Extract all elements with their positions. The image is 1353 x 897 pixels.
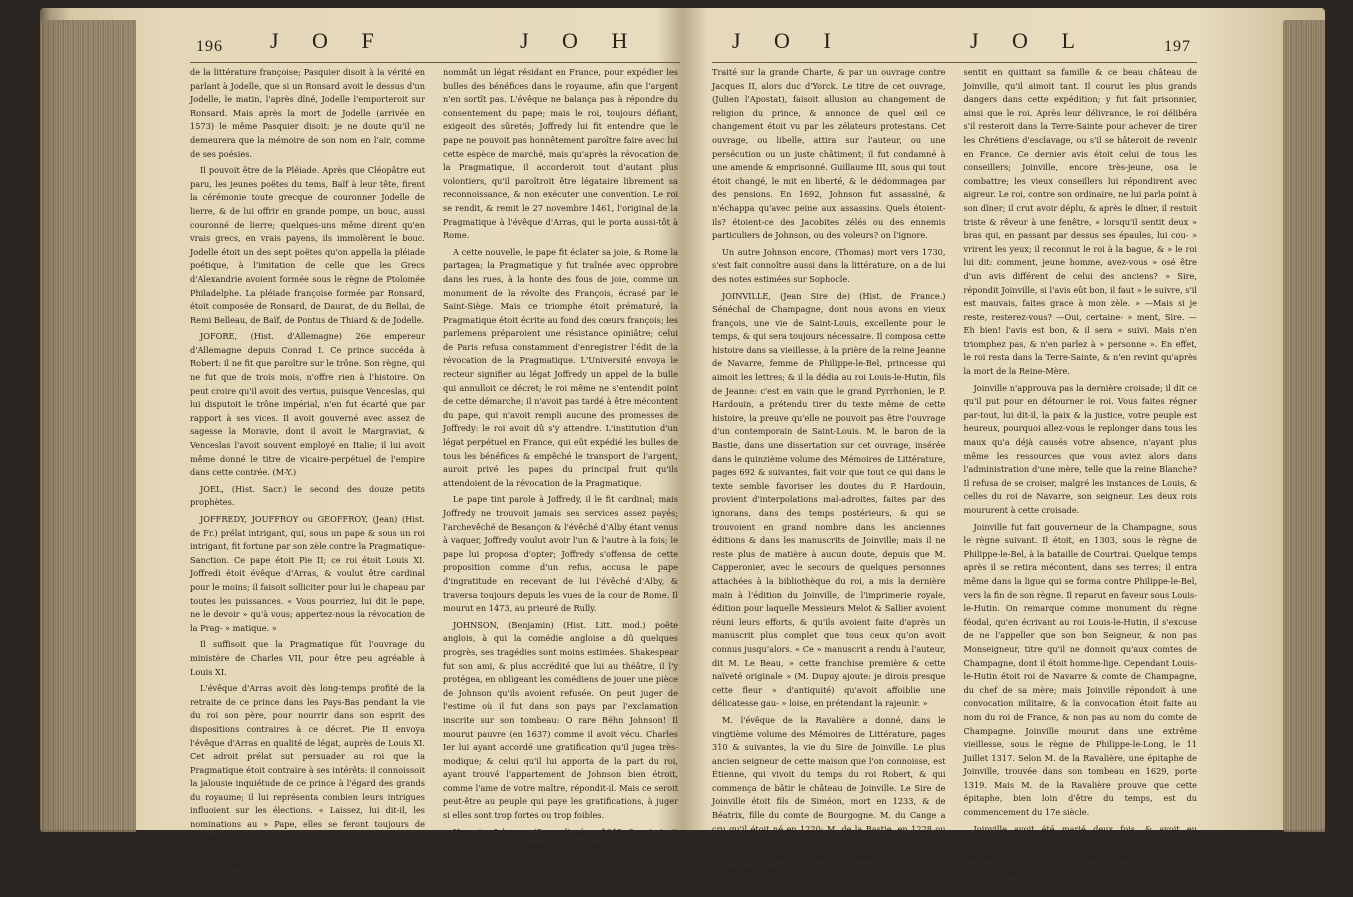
page-number: 197 bbox=[1164, 38, 1191, 55]
page-number: 196 bbox=[196, 38, 223, 55]
paragraph: JOFORE, (Hist. d'Allemagne) 26e empereur d'Allemagne depuis Conrad I. Ce prince succéda à Robert: il ne fit que paroître sur le trône. Son règne, qui ne fut que de trois mois, n'offre rien à l'histoire. On peut croire qu'il avoit des vertus, puisque Venceslas, qui lui disputoit le trône impérial, n'en fut écarté que par rapport à ses vices. Il avoit gouverné avec assez de sagesse la Moravie, dont il avoit le Margraviat, & Venceslas l'avoit souvent employé en Italie; il lui avoit même donné le titre de vicaire-perpétuel de l'empire dans cette contrée. (M-Y.) bbox=[190, 331, 425, 478]
right-column-1 bbox=[712, 66, 946, 897]
paragraph: Il pouvoit être de la Pléiade. Après que Cléopâtre eut paru, les jeunes poëtes du tems, Baïf à leur tête, firent la cérémonie toute grecque de couronner Jodelle de lierre, & de lui offrir en grande pompe, un bouc, aussi couronné de lierre; quelques-uns même dirent qu'en vrais grecs, en vrais payens, ils immolèrent le bouc. Jodelle étoit un des sept poëtes qu'on appella la pléiade poétique, à l'imitation de celle que les Grecs d'Alexandrie avoient formée sous le règne de Ptolomée Philadelphe. La pléiade françoise formée par Ronsard, étoit composée de Ronsard, de Daurat, de du Bellai, de Remi Belleau, de Baïf, de Pontus de Thiard & de Jodelle. bbox=[190, 165, 425, 325]
paragraph: Il suffisoit que la Pragmatique fût l'ouvrage du ministère de Charles VII, pour être peu agréable à Louis XI. bbox=[190, 639, 425, 677]
left-page bbox=[190, 22, 680, 870]
paragraph: Le pape tint parole à Joffredy, il le fit cardinal; mais Joffredy ne trouvoit jamais ses services assez payés; l'archevêché de Besançon & l'évêché d'Alby étant venus à vaquer, Joffredy voulut avoir l'un & l'autre à la fois; le pape lui proposa d'opter; Joffredy s'offensa de cette proposition comme d'un refus, accusa le pape d'ingratitude en recevant de lui l'évêché d'Alby, & traversa toujours depuis les vues de la cour de Rome. Il mourut en 1473, au prieuré de Rully. bbox=[443, 494, 678, 614]
head-word: J O L bbox=[970, 28, 1089, 53]
paragraph: Un autre Johnson, (Samuel) né en 1649, & qui vivoit encore en 1692, a beaucoup écrit sur la politique & la jurisprudence. Il est sur-tout connu par un bbox=[443, 826, 678, 864]
paragraph: JOINVILLE, (Jean Sire de) (Hist. de France.) Sénéchal de Champagne, dont nous avons en vieux françois, une vie de Saint-Louis, excellente pour le temps, & qui sera toujours nécessaire. Il composa cette histoire dans sa vieillesse, à la prière de la reine Jeanne de Navarre, femme de Philippe-le-Bel, princesse qui aimoit les lettres; & il la dédia au roi Louis-le-Hutin, fils de Jeanne: c'est en vain que le grand Pyrrhonien, le P. Hardouin, a prétendu tirer du texte même de cette histoire, la preuve qu'elle ne pouvoit pas être l'ouvrage d'un contemporain de Saint-Louis. M. le baron de la Bastie, dans une dissertation sur cet ouvrage, insérée dans le quinzième volume des Mémoires de Littérature, pages 692 & suivantes, fait voir que tout ce qui dans le texte semble favoriser les doutes du P. Hardouin, provient d'interpolations mal-adroites, faites par des ignorans, dans des temps postérieurs, & qui se trouvoient en grand nombre dans les anciennes éditions & dans les manuscrits de Joinville; mais il ne reste plus de matière à aucun doute, depuis que M. Capperonier, avec le secours de quelques personnes attachées à la bibliothèque du roi, a mis la dernière main à l'édition du Joinville, de l'imprimerie royale, édition pour laquelle Messieurs Melot & Sallier avoient réuni leurs efforts, & qu'ils avoient faite d'après un manuscrit plus complet que tous ceux qu'on avoit connus jusqu'alors. « Ce » manuscrit a rendu à l'auteur, dit M. Le Beau, » cette franchise première & cette naïveté originale » (M. Dupuy ajoute: je dirois presque cette fleur » d'antiquité) qu'avoit affoiblie une délicatesse gau- » loise, en prétendant la rajeunir. » bbox=[712, 290, 946, 709]
paragraph: M. l'évêque de la Ravalière a donné, dans le vingtième volume des Mémoires de Littérature, pages 310 & suivantes, la vie du Sire de Joinville. Le plus ancien seigneur de cette maison que l'on connoisse, est Étienne, qui vivoit du temps du roi Robert, & qui commença de bâtir le château de Joinville. Le Sire de Joinville étoit fils de Siméon, mort en 1233, & de Béatrix, fille du comte de Bourgogne. M. du Cange a cru qu'il étoit né en 1220; M. de la Bastie, en 1228 ou 1229; M. de la Ravalière, en 1223 ou 1224. Il suivit Saint-Louis à la cinquième croisade; il peint avec beaucoup de naïveté, la douleur qu'il bbox=[712, 714, 946, 875]
right-column-2 bbox=[964, 66, 1198, 897]
paragraph: Traité sur la grande Charte, & par un ouvrage contre Jacques II, alors duc d'Yorck. Le titre de cet ouvrage, (Julien l'Apostat), faisoit allusion au changement de religion du prince, & annonce de quel œil ce changement étoit vu par les zélateurs protestans. Cet ouvrage, ou libelle, attira sur l'auteur, ou une persécution ou un juste châtiment; il fut condamné à une amende & emprisonné. Guillaume III, sous qui tout étoit changé, le mit en liberté, & le dédommagea par des pensions. En 1692, Johnson fut assassiné, & n'échappa qu'avec peine aux assassins. Quels étoient-ils? étoient-ce des Jacobites zélés ou des ennemis particuliers de Johnson, ou des voleurs? on l'ignore. bbox=[712, 67, 946, 241]
paragraph: JOLY, (Hist. Litt.) Plusieurs écrivains ont illustré ce nom, ou du moins l'ont fait connoître. bbox=[963, 867, 1197, 892]
paragraph: Joinville avoit été marié deux fois, & avoit eu beaucoup d'enfans; Anceau, son fils, fut, comme lui, seigneur de Joinville & sénéchal de Champagne. bbox=[963, 823, 1197, 861]
paragraph: Un autre Johnson encore, (Thomas) mort vers 1730, s'est fait connoître aussi dans la littérature, on a de lui des notes estimées sur Sophocle. bbox=[712, 246, 946, 284]
right-page bbox=[712, 22, 1197, 892]
paragraph: JOHNSON, (Benjamin) (Hist. Litt. mod.) poëte anglois, à qui la comédie angloise a dû quelques progrès, ses tragédies sont moins estimées. Shakespear fut son ami, & plus accrédité que lui au théâtre, il l'y protégea, en obligeant les comédiens de jouer une pièce de Johnson qu'ils avoient refusée. On peut juger de l'estime où il fut dans son pays par l'exclamation inscrite sur son tombeau: O rare Bëhn Johnson! Il mourut pauvre (en 1637) comme il avoit vécu. Charles Ier lui ayant accordé une gratification qu'il jugea très-modique; & celui qu'il lui apporta de la part du roi, ayant trouvé l'appartement de Johnson bien étroit, comme l'ame de votre maître, répondit-il. Mais ce seroit peut-être au peuple qui paye les gratifications, à juger si elles sont trop fortes ou trop foibles. bbox=[443, 619, 678, 821]
paragraph: Joinville fut fait gouverneur de la Champagne, sous le règne suivant. Il étoit, en 1303, sous le règne de Philippe-le-Bel, à la bataille de Courtrai. Quelque temps après il se retira mécontent, dans ses terres; il entra même dans la ligue qui se forma contre Philippe-le-Bel, vers la fin de son règne. Il reparut en faveur sous Louis-le-Hutin. On remarque comme monument du règne féodal, qu'en écrivant au roi Louis-le-Hutin, il s'excuse de ne l'appeller que son bon Seigneur, & non pas Monseigneur, titre qu'il ne donnoit qu'aux comtes de Champagne, dont il étoit homme-lige. Cependant Louis-le-Hutin étoit roi de Navarre & comte de Champagne, du chef de sa mère; mais Joinville répondoit à une convocation militaire, & la convocation étoit faite au nom du roi de France, & non pas au nom du comte de Champagne. Joinville mourut dans une extrême vieillesse, sous le règne de Philippe-le-Long, le 11 Juillet 1317. Selon M. de la Ravalière, une épitaphe de Joinville, trouvée dans son tombeau en 1629, porte 1319. Mais M. de la Ravalière prouve que cette épitaphe, bien loin d'être du temps, est du commencement du 17e siècle. bbox=[963, 521, 1197, 818]
head-word: J O F bbox=[270, 28, 388, 53]
head-word: J O I bbox=[732, 28, 845, 53]
head-rule bbox=[190, 62, 680, 63]
left-column-2 bbox=[443, 66, 678, 875]
paragraph: nommât un légat résidant en France, pour expédier les bulles des bénéfices dans le royaume, afin que l'argent n'en sortît pas. L'évêque ne balança pas à répondre du consentement du pape; mais le roi, toujours défiant, exigeoit des sûretés; Joffredy lui fit entendre que le pape ne pouvoit pas honnêtement paroître faire avec lui cette espèce de marché, mais qu'après la révocation de la Pragmatique, il accorderoit tout d'autant plus volontiers, qu'il paroîtroit être légataire librement sa reconnoissance, & non exécuter une convention. Le roi se rendit, & remit le 27 novembre 1461, l'original de la Pragmatique à l'évêque d'Arras, qui le porta aussi-tôt à Rome. bbox=[443, 67, 678, 241]
open-book bbox=[40, 8, 1325, 892]
paragraph: JOFFREDY, JOUFFROY ou GEOFFROY, (Jean) (Hist. de Fr.) prélat intrigant, qui, sous un pape & sous un roi intrigant, fit fortune par son zèle contre la Pragmatique-Sanction. Ce pape étoit Pie II; ce roi étoit Louis XI. Joffredi étoit évêque d'Arras, & voulut être cardinal pour le moins; il faisoit solliciter pour lui le chapeau par toutes les puissances. « Vous pourriez, lui dit le pape, ne le devoir » qu'à vous; appertez-nous la révocation de la Prag- » matique. » bbox=[190, 514, 425, 633]
left-column-1 bbox=[190, 66, 425, 875]
paragraph: L'évêque d'Arras avoit dès long-temps profité de la retraite de ce prince dans les Pays-Bas pendant la vie du roi son père, pour nourrir dans son esprit des dispositions contraires à ce décret. Pie II envoya l'évêque d'Arras en qualité de légat, auprès de Louis XI. Cet adroit prélat sut persuader au roi que la Pragmatique étoit contraire à ses intérêts: il connoissoit la jalousie inquiétude de ce prince à l'égard des grands du royaume; il lui représenta combien leurs intrigues influoient sur les élections. « Laissez, lui dit-il, les nominations au » Pape, elles se feront toujours de concert avec vous. Louis XI parut ébloui de ces raisons; il consentit à l'abolition de la Pragmatique; mais il voulut qu'on bbox=[190, 683, 425, 870]
head-rule bbox=[712, 62, 1197, 63]
page-edges-left bbox=[40, 20, 136, 832]
head-word: J O H bbox=[520, 28, 642, 53]
paragraph: JOEL, (Hist. Sacr.) le second des douze petits prophètes. bbox=[190, 483, 425, 508]
paragraph: de la littérature françoise; Pasquier disoit à la vérité en parlant à Jodelle, que si un Ronsard avoit le dessus d'un Jodelle, le matin, l'après dîné, Jodelle l'emporteroit sur Ronsard. Mais après la mort de Jodelle (arrivée en 1573) le même Pasquier disoit: je ne doute qu'il ne demeurera que la mémoire de son nom en l'air, comme de ses poésies. bbox=[190, 67, 425, 159]
left-running-head bbox=[190, 22, 680, 66]
page-edges-right bbox=[1283, 20, 1325, 832]
paragraph: Joinville n'approuva pas la dernière croisade; il dit ce qu'il put pour en détourner le roi. Vous faites régner par-tout, lui dit-il, la paix & la justice, votre peuple est heureux, pourquoi allez-vous le replonger dans tous les maux qu'a déjà causés votre absence, n'ayant plus même les ressources que vous aviez alors dans l'administration d'une mère, telle que la reine Blanche? Il refusa de se croiser, malgré les instances de Louis, & celles du roi de Navarre, son seigneur. Les deux rois moururent à cette croisade. bbox=[963, 382, 1197, 515]
paragraph: sentit en quittant sa famille & ce beau château de Joinville, qu'il aimoit tant. Il courut les plus grands dangers dans cette expédition; y fut fait prisonnier, ainsi que le roi. Après leur délivrance, le roi délibéra s'il resteroit dans la Terre-Sainte pour achever de tirer les Chrétiens d'esclavage, ou s'il se hâteroit de revenir en France. Ce dernier avis étoit celui de tous les conseillers; Joinville, encore très-jeune, osa le combattre; les vieux conseillers lui répondirent avec aigreur. Le roi, contre son ordinaire, ne lui parla point à son dîner; il crut avoir déplu, & après le dîner, il restoit triste & rêveur à une fenêtre, « lorsqu'il sentit deux » bras qui, en passant par dessus ses épaules, lui cou- » vrirent les yeux; il reconnut le roi à la bague, & » le roi lui dit: comment, jeune homme, avez-vous » osé être d'un avis différent de celui des anciens? » Sire, répondit Joinville, si l'avis eût bon, il faut » le suivre, s'il est mauvais, faites grace à mon zèle. » —Mais si je reste, resterez-vous? —Oui, certaine- » ment, Sire. — Eh bien! l'avis est bon, & il sera » suivi. Mais n'en triomphez pas, & n'en parlez à » personne ». En effet, le roi resta dans la Terre-Sainte, & n'en revint qu'après la mort de la Reine-Mère. bbox=[963, 67, 1197, 377]
paragraph: A cette nouvelle, le pape fit éclater sa joie, & Rome la partagea; la Pragmatique y fut traînée avec opprobre dans les rues, à la honte des fous de joie, comme un monument de la révolte des François, écrasé par le Saint-Siège. Mais ce triomphe étoit prématuré, la Pragmatique étoit écrite au fond des cœurs françois; les parlemens préparoient une résistance opiniâtre; celui de Paris refusa constamment d'enregistrer l'édit de la révocation de la Pragmatique. L'Université envoya le recteur signifier au légat Joffredy un appel de la bulle qui annulloit ce décret; le roi même ne s'entendit point de cette démarche; il n'avoit pas tardé à être mécontent du pape, qui n'avoit rempli aucune des promesses de Joffredy: le roi avoit dû s'y attendre. L'institution d'un légat perpétuel en France, qui eût expédié les bulles de tous les bénéfices & empêché le transport de l'argent, auroit privé les papes du principal fruit qu'ils attendoient de la révocation de la Pragmatique. bbox=[443, 246, 678, 488]
right-running-head bbox=[712, 22, 1197, 66]
